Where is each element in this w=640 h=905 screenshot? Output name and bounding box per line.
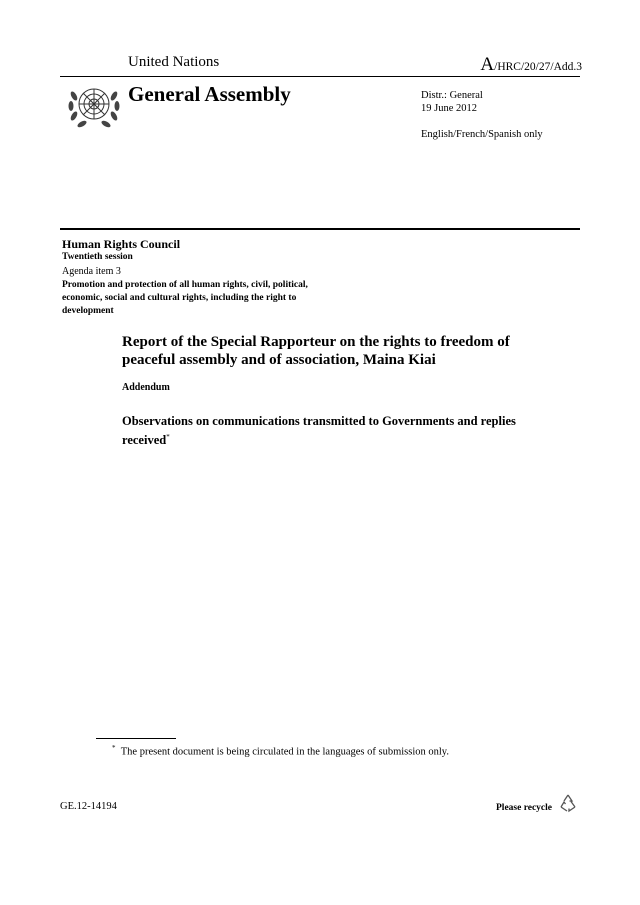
document-number: GE.12-14194 xyxy=(60,801,117,812)
distribution-block xyxy=(421,89,581,115)
agenda-title: Promotion and protection of all human rights, civil, political, economic, social and cultural rights, including the right to development xyxy=(62,280,308,316)
recycle-label: Please recycle xyxy=(496,803,552,813)
distribution: Distr.: General xyxy=(421,90,483,101)
footnote-rule xyxy=(96,738,176,739)
footnote-ref: * xyxy=(166,433,170,441)
recycle-icon xyxy=(557,792,579,814)
header-rule xyxy=(60,76,580,77)
agenda-item: Agenda item 3 xyxy=(62,266,121,277)
document-symbol xyxy=(480,54,582,76)
council-name: Human Rights Council xyxy=(62,237,181,251)
document-date: 19 June 2012 xyxy=(421,103,477,114)
symbol-code: /HRC/20/27/Add.3 xyxy=(494,61,582,73)
organization-name: United Nations xyxy=(128,54,220,70)
addendum-label: Addendum xyxy=(122,382,170,393)
footnote xyxy=(112,744,449,758)
un-emblem-icon xyxy=(64,80,124,132)
footnote-text: The present document is being circulated in the languages of submission only. xyxy=(120,746,449,758)
report-subtitle xyxy=(122,413,522,448)
symbol-letter: A xyxy=(480,54,495,75)
report-title: Report of the Special Rapporteur on the rights to freedom of peaceful assembly and of association, Maina Kiai xyxy=(122,334,510,368)
session: Twentieth session xyxy=(62,252,133,262)
footnote-marker: * xyxy=(112,744,116,752)
header-divider xyxy=(60,228,580,230)
body-name: General Assembly xyxy=(128,82,291,106)
subtitle-text: Observations on communications transmitted to Governments and replies received xyxy=(122,414,516,448)
languages: English/French/Spanish only xyxy=(421,129,543,140)
